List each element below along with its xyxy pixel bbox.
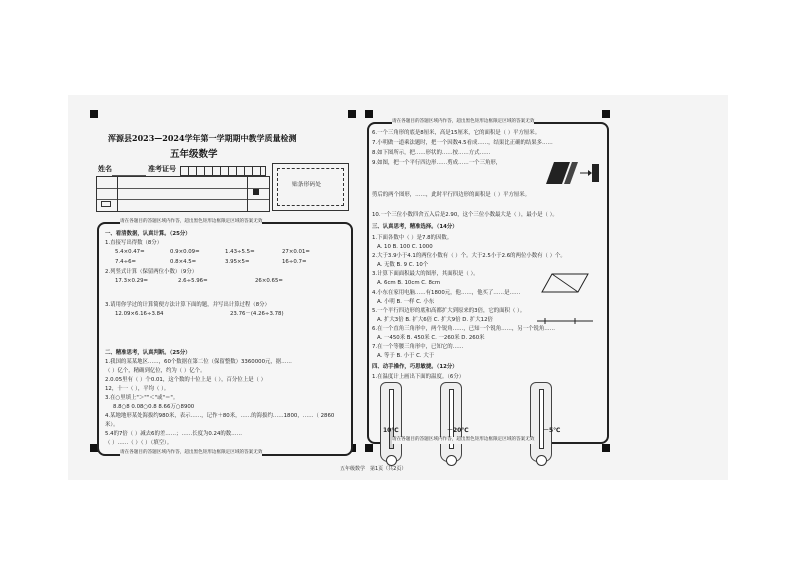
- thermo-label: －5℃: [543, 427, 561, 434]
- area-figure: [540, 272, 590, 294]
- section2-title: 二、精准思考，认真判断。（25分）: [105, 350, 191, 356]
- exam-title: 浑源县2023—2024学年第一学期期中教学质量检测: [108, 133, 297, 143]
- number-line-figure: [535, 315, 595, 327]
- thermo-label: 10℃: [383, 427, 399, 434]
- registration-marker: [90, 110, 98, 118]
- instructions-box: [96, 176, 270, 212]
- registration-marker: [365, 110, 373, 118]
- parallelogram-figure: [540, 160, 600, 190]
- thermo-label: －20℃: [447, 427, 469, 434]
- id-label: 准考证号: [148, 165, 176, 173]
- registration-marker: [602, 444, 610, 452]
- q2-label: 2.列竖式计算（保留两位小数）（9分）: [105, 269, 198, 275]
- registration-marker: [602, 110, 610, 118]
- right-footer-notice: 请在各题目的答题区域内作答，超出黑色矩形边框限定区域的答案无效: [392, 437, 535, 442]
- thermometer[interactable]: [530, 382, 552, 462]
- left-footer-notice: 请在各题目的答题区域内作答，超出黑色矩形边框限定区域的答案无效: [120, 450, 263, 455]
- q3-label: 3.请用你学过的计算简便方法计算下面的题，并写出计算过程（8分）: [105, 302, 270, 308]
- id-number-grid[interactable]: [180, 166, 266, 176]
- section1-title: 一、看清数据，认真计算。（25分）: [105, 231, 191, 237]
- page-footer: 五年级数学 第1页（共2页）: [340, 466, 407, 472]
- name-label: 姓名: [98, 165, 112, 173]
- left-answer-panel: [97, 222, 353, 456]
- notice-header: 请在各题目的答题区域内作答，超出黑色矩形边框限定区域的答案无效: [120, 219, 263, 224]
- right-notice-header: 请在各题目的答题区域内作答，超出黑色矩形边框限定区域的答案无效: [392, 119, 535, 124]
- thermometer[interactable]: [380, 382, 402, 462]
- subject-title: 五年级数学: [170, 149, 218, 160]
- thermometer[interactable]: [440, 382, 462, 462]
- q1-label: 1.直接写出得数（8分）: [105, 240, 163, 246]
- barcode-area: 贴条形码处: [272, 163, 349, 211]
- registration-marker: [348, 110, 356, 118]
- registration-marker: [365, 444, 373, 452]
